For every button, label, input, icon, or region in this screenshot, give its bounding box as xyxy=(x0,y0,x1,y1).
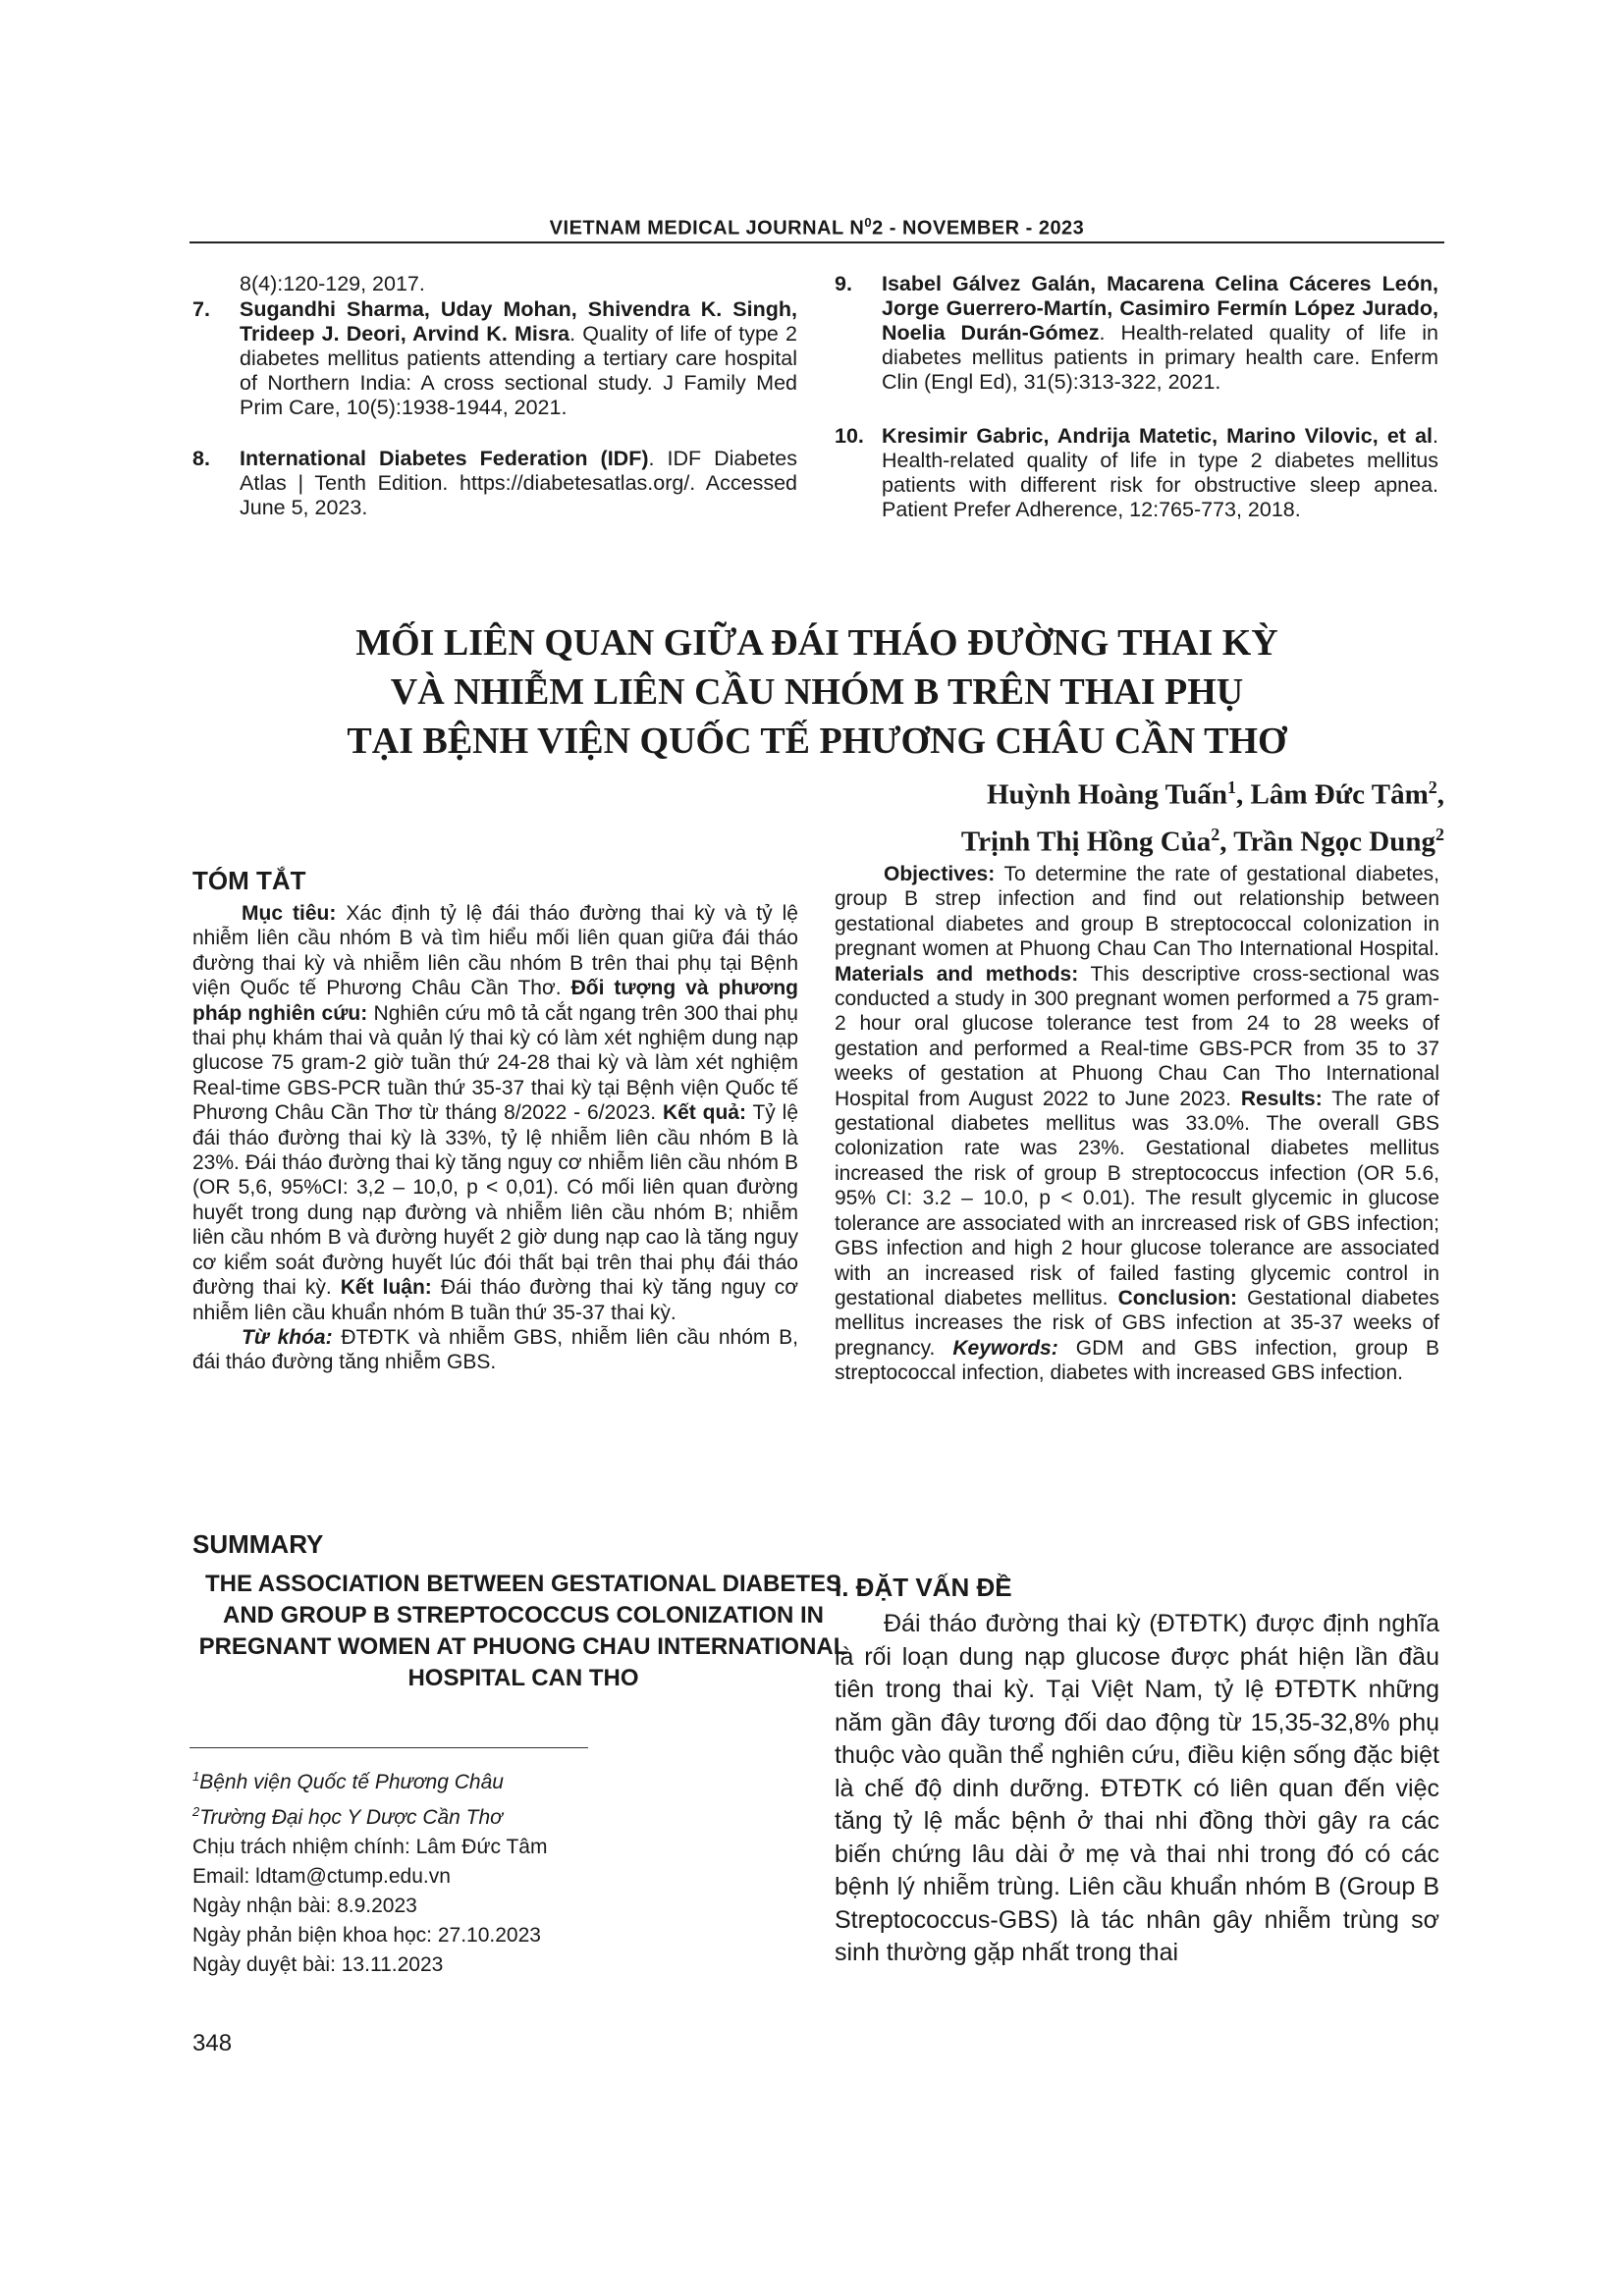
footnote-received: Ngày nhận bài: 8.9.2023 xyxy=(192,1895,417,1917)
reference-10: 10. Kresimir Gabric, Andrija Matetic, Marino Vilovic, et al. Health-related quality of life in type 2 diabetes mellitus patients with different risk for obstructive sleep apnea. Patient Prefer Adherence, 12:765-773, 2018. xyxy=(835,424,1438,521)
reference-authors: Sugandhi Sharma, Uday Mohan, Shivendra K. Singh, Trideep J. Deori, Arvind K. Misra xyxy=(240,297,797,346)
reference-6-tail: 8(4):120-129, 2017. xyxy=(240,272,425,295)
footnote-responsible: Chịu trách nhiệm chính: Lâm Đức Tâm xyxy=(192,1836,548,1858)
footnotes xyxy=(192,1762,547,1980)
footnote-affiliation-2: $^2$Trường Đại học Y Dược Cần Thơ xyxy=(192,1804,503,1829)
page-number: 348 xyxy=(192,2030,233,2056)
footnote-reviewed: Ngày phản biện khoa học: 27.10.2023 xyxy=(192,1924,541,1947)
abstract-vi-heading: TÓM TẮT xyxy=(192,866,306,895)
reference-7: 7. Sugandhi Sharma, Uday Mohan, Shivendra K. Singh, Trideep J. Deori, Arvind K. Misra. Quality of life of type 2 diabetes mellitus patients attending a tertiary care hospital of Northern India: A cross sectional study. J Family Med Prim Care, 10(5):1938-1944, 2021. xyxy=(192,297,797,419)
reference-authors: Isabel Gálvez Galán, Macarena Celina Cáceres León, Jorge Guerrero-Martín, Casimiro Fermín López Jurado, Noelia Durán-Gómez xyxy=(882,272,1438,345)
abstract-vi-body: Mục tiêu: Xác định tỷ lệ đái tháo đường thai kỳ và tỷ lệ nhiễm liên cầu nhóm B và tìm hiểu mối liên quan giữa đái tháo đường thai kỳ và nhiễm liên cầu nhóm B trên thai phụ tại Bệnh viện Quốc tế Phương Châu Cần Thơ. Đối tượng và phương pháp nghiên cứu: Nghiên cứu mô tả cắt ngang trên 300 thai phụ thai phụ khám thai và quản lý thai kỳ có làm xét nghiệm dung nạp glucose 75 gram-2 giờ tuần thứ 24-28 thai kỳ và làm xét nghiệm Real-time GBS-PCR tuần thứ 35-37 thai kỳ tại Bệnh viện Quốc tế Phương Châu Cần Thơ từ tháng 8/2022 - 6/2023. Kết quả: Tỷ lệ đái tháo đường thai kỳ là 33%, tỷ lệ nhiễm liên cầu nhóm B là 23%. Đái tháo đường thai kỳ tăng nguy cơ nhiễm liên cầu nhóm B (OR 5,6, 95%CI: 3,2 – 10,0, p < 0,01). Có mối liên quan đường huyết trong dung nạp đường và nhiễm liên cầu nhóm B; nhiễm liên cầu nhóm B và đường huyết 2 giờ dung nạp cao là tăng nguy cơ kiểm soát đường huyết lúc đói thất bại trên thai phụ đái tháo đường thai kỳ. Kết luận: Đái tháo đường thai kỳ tăng nguy cơ nhiễm liên cầu khuẩn nhóm B tuần thứ 35-37 thai kỳ. Từ khóa: ĐTĐTK và nhiễm GBS, nhiễm liên cầu nhóm B, đái tháo đường tăng nhiễm GBS. xyxy=(192,902,799,1374)
reference-9: 9. Isabel Gálvez Galán, Macarena Celina Cáceres León, Jorge Guerrero-Martín, Casimiro Fermín López Jurado, Noelia Durán-Gómez. Health-related quality of life in diabetes mellitus patients in primary health care. Enferm Clin (Engl Ed), 31(5):313-322, 2021. xyxy=(835,272,1438,394)
footnote-rule xyxy=(189,1747,588,1748)
header-rule xyxy=(189,241,1444,243)
reference-authors: Kresimir Gabric, Andrija Matetic, Marino Vilovic, et al xyxy=(882,424,1434,448)
reference-8: 8. International Diabetes Federation (IDF). IDF Diabetes Atlas | Tenth Edition. https://diabetesatlas.org/. Accessed June 5, 2023. xyxy=(192,447,797,519)
footnote-affiliation-1: $^1$Bệnh viện Quốc tế Phương Châu xyxy=(192,1769,504,1793)
reference-number: 9. xyxy=(835,272,852,295)
reference-number: 10. xyxy=(835,424,864,448)
reference-number: 8. xyxy=(192,447,210,470)
reference-number: 7. xyxy=(192,297,210,321)
author-list: Huỳnh Hoàng Tuấn$^1$, Lâm Đức Tâm$^2$, Trịnh Thị Hồng Của$^2$, Trần Ngọc Dung$^2$ xyxy=(960,777,1444,858)
footnote-accepted: Ngày duyệt bài: 13.11.2023 xyxy=(192,1953,444,1976)
reference-authors: International Diabetes Federation (IDF) xyxy=(240,447,649,470)
summary-title: THE ASSOCIATION BETWEEN GESTATIONAL DIABETES AND GROUP B STREPTOCOCCUS COLONIZATION IN PREGNANT WOMEN AT PHUONG CHAU INTERNATIONAL HOSPITAL CAN THO xyxy=(198,1571,848,1691)
intro-heading: I. ĐẶT VẤN ĐỀ xyxy=(835,1573,1012,1602)
article-title: MỐI LIÊN QUAN GIỮA ĐÁI THÁO ĐƯỜNG THAI KỲ VÀ NHIỄM LIÊN CẦU NHÓM B TRÊN THAI PHỤ TẠI BỆNH VIỆN QUỐC TẾ PHƯƠNG CHÂU CẦN THƠ xyxy=(347,622,1287,762)
summary-heading: SUMMARY xyxy=(192,1529,324,1559)
footnote-email: Email: ldtam@ctump.edu.vn xyxy=(192,1865,451,1888)
abstract-en-body: Objectives: To determine the rate of gestational diabetes, group B strep infection and find out relationship between gestational diabetes and group B streptococcal colonization in pregnant women at Phuong Chau Can Tho International Hospital. Materials and methods: This descriptive cross-sectional was conducted a study in 300 pregnant women performed a 75 gram-2 hour oral glucose tolerance test from 24 to 28 weeks of gestation and performed a Real-time GBS-PCR from 35 to 37 weeks of gestation at Phuong Chau Can Tho International Hospital from August 2022 to June 2023. Results: The rate of gestational diabetes mellitus was 33.0%. The overall GBS colonization rate was 23%. Gestational diabetes mellitus increased the risk of group B streptococcus infection (OR 5.6, 95% CI: 3.2 – 10.0, p < 0.01). The result glycemic in glucose tolerance are associated with an inrcreased risk of GBS infection; GBS infection and high 2 hour glucose tolerance are associated with an increased risk of failed fasting glycemic control in gestational diabetes mellitus. Conclusion: Gestational diabetes mellitus increases the risk of GBS infection at 35-37 weeks of pregnancy. Keywords: GDM and GBS infection, group B streptococcal infection, diabetes with increased GBS infection. xyxy=(835,863,1440,1385)
running-header: VIETNAM MEDICAL JOURNAL $N^02$ - NOVEMBER - 2023 xyxy=(549,215,1085,240)
intro-body: Đái tháo đường thai kỳ (ĐTĐTK) được định nghĩa là rối loạn dung nạp glucose được phát hiện lần đầu tiên trong thai kỳ. Tại Việt Nam, tỷ lệ ĐTĐTK những năm gần đây tương đối dao động từ 15,35-32,8% phụ thuộc vào quần thể nghiên cứu, điều kiện sống đặc biệt là chế độ dinh dưỡng. ĐTĐTK có liên quan đến việc tăng tỷ lệ mắc bệnh ở thai nhi đồng thời gây ra các biến chứng lâu dài ở mẹ và thai nhi trong đó có các bệnh lý nhiễm trùng. Liên cầu khuẩn nhóm B (Group B Streptococcus-GBS) là tác nhân gây nhiễm trùng sơ sinh thường gặp nhất trong thai xyxy=(835,1610,1439,1966)
